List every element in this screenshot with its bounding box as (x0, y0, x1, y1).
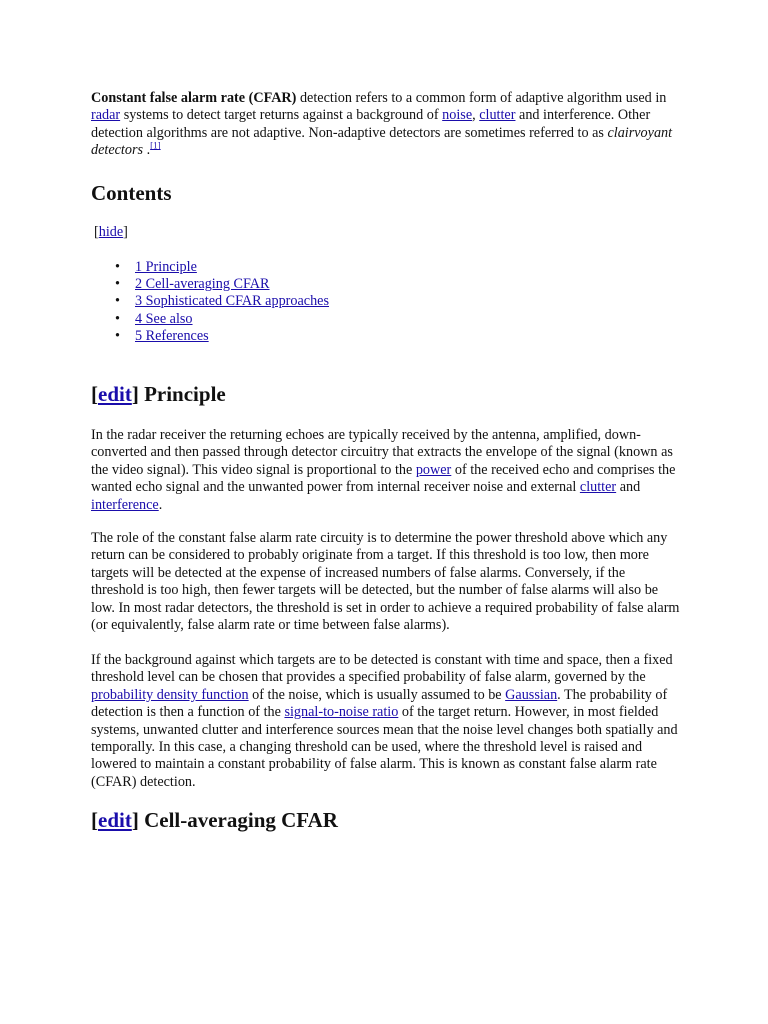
intro-text-5: . (143, 142, 151, 159)
link-interference[interactable]: interference (91, 496, 159, 513)
section-title-cell-averaging: Cell-averaging CFAR (138, 808, 338, 832)
intro-text-1: detection refers to a common form of adaptive algorithm used in (296, 90, 667, 106)
para3-text-2: of the noise, which is usually assumed to be (248, 686, 506, 703)
section-heading-cell-averaging (91, 808, 338, 833)
link-gaussian[interactable]: Gaussian (505, 686, 558, 703)
intro-text-4: and interference. Other detection algorithms are not adaptive. Non-adaptive detectors are sometimes referred to as (91, 107, 651, 141)
para3-text-3: . The probability of detection is then a function of the (91, 686, 668, 721)
reference-1-link[interactable]: [1] (150, 140, 161, 151)
para1-text-2: of the received echo and comprises the wanted echo signal and the unwanted power from internal receiver noise and external (91, 461, 676, 496)
para3-text-1: If the background against which targets are to be detected is constant with time and space, then a fixed threshold level can be chosen that provides a specified probability of false alarm, governed by the (91, 652, 673, 686)
term-bold: Constant false alarm rate (CFAR) (91, 90, 297, 106)
toc-link-references[interactable]: 5 References (135, 327, 209, 344)
toc-item (91, 276, 329, 293)
section-title-principle: Principle (138, 382, 226, 406)
bullet-icon: • (115, 327, 120, 344)
edit-link-cell-averaging[interactable]: edit (98, 808, 132, 832)
toc-toggle-close-bracket: ] (123, 224, 128, 240)
intro-paragraph (91, 90, 681, 160)
toc-toggle-open-bracket: [ (94, 224, 99, 240)
toc-item (91, 311, 329, 328)
link-noise[interactable]: noise (442, 107, 473, 124)
intro-text-3: , (472, 107, 480, 124)
edit-open-bracket: [ (91, 808, 98, 832)
bullet-icon: • (115, 293, 120, 310)
edit-close-bracket: ] (131, 808, 139, 832)
contents-heading: Contents (91, 181, 172, 205)
toc-item (91, 259, 329, 276)
toc-item (91, 328, 329, 345)
intro-italic: clairvoyant detectors (91, 124, 673, 159)
table-of-contents (91, 259, 329, 345)
toc-link-principle[interactable]: 1 Principle (135, 259, 197, 275)
para1-text-1: In the radar receiver the returning echoes are typically received by the antenna, amplified, down-converted and then passed through detector circuitry that extracts the envelope of the signal (known as the video signal). This video signal is proportional to the (91, 427, 673, 478)
link-power[interactable]: power (415, 461, 452, 478)
toc-link-cell-averaging[interactable]: 2 Cell-averaging CFAR (135, 276, 270, 293)
bullet-icon: • (115, 259, 120, 275)
link-radar[interactable]: radar (91, 107, 121, 124)
principle-paragraph-2: The role of the constant false alarm rate circuity is to determine the power threshold above which any return can be considered to probably originate from a target. If this threshold is too low, then more targets will be detected at the expense of increased numbers of false alarms. Conversely, if the threshold is too high, then fewer targets will be detected, but the number of false alarms will also be low. In most radar detectors, the threshold is set in order to achieve a required probability of false alarm (or equivalently, false alarm rate or time between false alarms). (91, 530, 680, 634)
para3-text-4: of the target return. However, in most fielded systems, unwanted clutter and interference sources mean that the noise level changes both spatially and temporally. In this case, a changing threshold can be used, where the threshold level is raised and lowered to maintain a constant probability of false alarm. This is known as constant false alarm rate (CFAR) detection. (91, 704, 678, 790)
intro-text-2: systems to detect target returns against a background of (120, 107, 443, 124)
bullet-icon: • (115, 276, 120, 293)
toc-link-sophisticated[interactable]: 3 Sophisticated CFAR approaches (135, 293, 329, 310)
section-heading-principle (91, 382, 226, 407)
para1-text-3: and (616, 479, 641, 496)
link-clutter-2[interactable]: clutter (579, 479, 617, 496)
edit-link-principle[interactable]: edit (98, 382, 132, 406)
edit-close-bracket: ] (131, 382, 139, 406)
toc-hide-link[interactable]: hide (98, 224, 124, 240)
toc-link-see-also[interactable]: 4 See also (135, 310, 193, 327)
link-signal-to-noise-ratio[interactable]: signal-to-noise ratio (284, 704, 399, 721)
toc-toggle (94, 224, 128, 241)
edit-open-bracket: [ (91, 382, 98, 406)
link-probability-density-function[interactable]: probability density function (91, 686, 249, 703)
link-clutter[interactable]: clutter (479, 107, 516, 124)
principle-paragraph-1 (91, 427, 681, 514)
bullet-icon: • (115, 310, 120, 327)
toc-item (91, 293, 329, 310)
principle-paragraph-3 (91, 652, 681, 791)
para1-text-4: . (158, 496, 163, 513)
